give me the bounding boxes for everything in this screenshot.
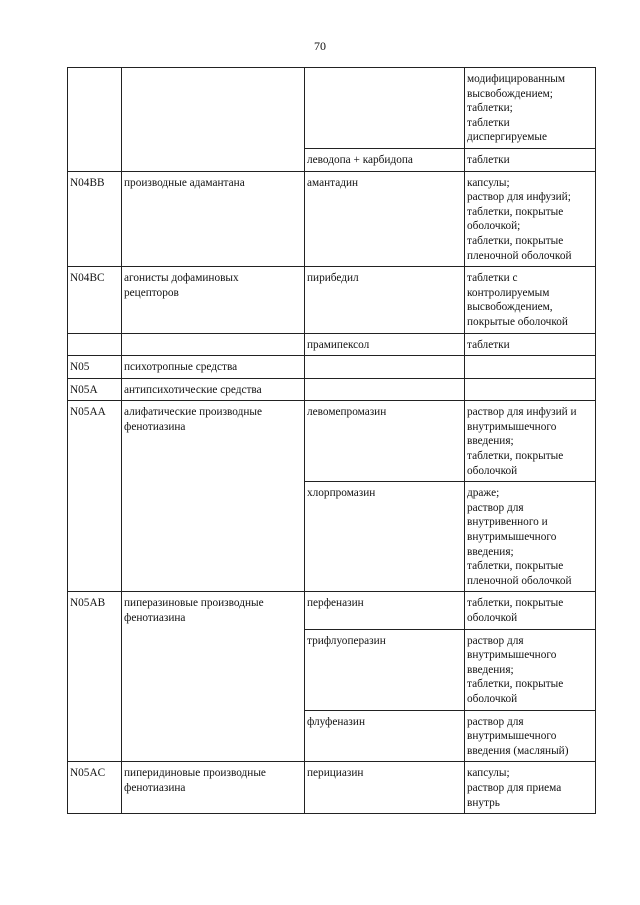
dosage-form-cell <box>465 762 596 814</box>
atc-code: N05AA <box>70 406 106 419</box>
table-row <box>68 378 596 401</box>
dosage-form-cell <box>465 710 596 762</box>
cell-line: оболочкой <box>467 692 518 705</box>
cell-line: левомепромазин <box>307 406 387 419</box>
dosage-form-cell <box>465 267 596 333</box>
group-name-cell <box>122 68 305 172</box>
cell-line: прамипексол <box>307 338 370 351</box>
cell-line: оболочкой <box>467 612 518 624</box>
table-row <box>68 68 596 149</box>
drug-table <box>67 67 596 814</box>
drug-name-cell <box>305 762 465 814</box>
drug-name-cell <box>305 148 465 171</box>
drug-name-cell <box>305 401 465 482</box>
cell-line: введения (масляный) <box>467 744 569 757</box>
cell-line: таблетки, покрытые <box>467 597 564 610</box>
table-row <box>68 171 596 267</box>
cell-line: раствор для <box>467 634 524 647</box>
table-row <box>68 401 596 482</box>
dosage-form-cell <box>465 333 596 356</box>
cell-line: высвобождением, <box>467 301 553 314</box>
cell-line: таблетки; <box>467 102 513 115</box>
cell-line: амантадин <box>307 176 359 189</box>
cell-line: таблетки <box>467 153 510 166</box>
group-name-cell <box>122 333 305 356</box>
table-row <box>68 267 596 333</box>
cell-line: внутримышечного <box>467 649 557 662</box>
cell-line: пиперидиновые производные <box>124 767 266 780</box>
dosage-form-cell <box>465 68 596 149</box>
dosage-form-cell <box>465 378 596 401</box>
drug-name-cell <box>305 68 465 149</box>
table-row <box>68 592 596 629</box>
cell-line: таблетки с <box>467 272 518 285</box>
cell-line: трифлуоперазин <box>307 634 386 647</box>
cell-line: пирибедил <box>307 272 359 285</box>
atc-code-cell <box>68 378 122 401</box>
group-name-cell <box>122 356 305 379</box>
cell-line: алифатические производные <box>124 406 263 419</box>
cell-line: антипсихотические средства <box>124 383 262 396</box>
cell-line: диспергируемые <box>467 131 547 144</box>
table-row <box>68 762 596 814</box>
cell-line: раствор для <box>467 501 524 514</box>
atc-code-cell <box>68 267 122 333</box>
group-name-cell <box>122 171 305 267</box>
cell-line: флуфеназин <box>307 715 365 728</box>
cell-line: раствор для <box>467 715 524 728</box>
cell-line: внутримышечного <box>467 730 557 743</box>
atc-code-cell <box>68 356 122 379</box>
cell-line: пленочной оболочкой <box>467 249 572 262</box>
cell-line: таблетки <box>467 338 510 351</box>
atc-code: N05 <box>70 361 90 374</box>
cell-line: леводопа + карбидопа <box>307 153 413 166</box>
dosage-form-cell <box>465 148 596 171</box>
atc-code: N05AB <box>70 597 106 610</box>
drug-name-cell <box>305 629 465 710</box>
cell-line: перфеназин <box>307 597 364 610</box>
cell-line: таблетки, покрытые <box>467 234 564 247</box>
dosage-form-cell <box>465 171 596 267</box>
atc-code-cell <box>68 401 122 592</box>
cell-line: хлорпромазин <box>307 487 376 500</box>
cell-line: введения; <box>467 663 514 676</box>
cell-line: агонисты дофаминовых <box>124 272 239 285</box>
cell-line: фенотиазина <box>124 420 186 433</box>
cell-line: оболочкой <box>467 464 518 477</box>
cell-line: введения; <box>467 545 514 558</box>
cell-line: фенотиазина <box>124 781 186 794</box>
cell-line: модифицированным <box>467 73 566 85</box>
drug-name-cell <box>305 333 465 356</box>
cell-line: таблетки, покрытые <box>467 560 564 573</box>
cell-line: психотропные средства <box>124 361 238 374</box>
cell-line: таблетки, покрытые <box>467 678 564 691</box>
cell-line: пиперазиновые производные <box>124 597 264 610</box>
group-name-cell <box>122 762 305 814</box>
cell-line: контролируемым <box>467 286 550 299</box>
dosage-form-cell <box>465 482 596 592</box>
cell-line: раствор для приема <box>467 781 562 794</box>
cell-line: раствор для инфузий и <box>467 406 577 419</box>
group-name-cell <box>122 401 305 592</box>
atc-code-cell <box>68 68 122 172</box>
cell-line: покрытые оболочкой <box>467 315 568 328</box>
table-row <box>68 356 596 379</box>
drug-name-cell <box>305 710 465 762</box>
group-name-cell <box>122 267 305 333</box>
dosage-form-cell <box>465 629 596 710</box>
table-body <box>68 68 596 814</box>
cell-line: таблетки <box>467 116 510 129</box>
atc-code-cell <box>68 333 122 356</box>
cell-line: внутримышечного <box>467 420 557 433</box>
drug-name-cell <box>305 378 465 401</box>
atc-code: N04BB <box>70 176 105 189</box>
atc-code: N04BC <box>70 272 105 285</box>
cell-line: внутримышечного <box>467 531 557 544</box>
cell-line: внутривенного и <box>467 516 548 529</box>
atc-code-cell <box>68 592 122 762</box>
drug-name-cell <box>305 592 465 629</box>
cell-line: капсулы; <box>467 767 510 780</box>
dosage-form-cell <box>465 592 596 629</box>
cell-line: высвобождением; <box>467 87 553 100</box>
cell-line: пленочной оболочкой <box>467 574 572 587</box>
atc-code-cell <box>68 762 122 814</box>
cell-line: рецепторов <box>124 286 179 299</box>
page-number: 70 <box>314 39 326 53</box>
cell-line: введения; <box>467 435 514 448</box>
table-row <box>68 333 596 356</box>
cell-line: капсулы; <box>467 176 510 189</box>
cell-line: таблетки, покрытые <box>467 205 564 218</box>
atc-code-cell <box>68 171 122 267</box>
atc-code: N05A <box>70 383 98 396</box>
drug-name-cell <box>305 482 465 592</box>
drug-name-cell <box>305 267 465 333</box>
cell-line: драже; <box>467 487 500 500</box>
group-name-cell <box>122 378 305 401</box>
cell-line: раствор для инфузий; <box>467 191 571 204</box>
cell-line: фенотиазина <box>124 612 186 624</box>
dosage-form-cell <box>465 356 596 379</box>
cell-line: таблетки, покрытые <box>467 450 564 463</box>
cell-line: производные адамантана <box>124 176 245 189</box>
cell-line: перициазин <box>307 767 364 780</box>
drug-name-cell <box>305 356 465 379</box>
group-name-cell <box>122 592 305 762</box>
drug-name-cell <box>305 171 465 267</box>
cell-line: внутрь <box>467 796 500 809</box>
atc-code: N05AC <box>70 767 106 780</box>
dosage-form-cell <box>465 401 596 482</box>
cell-line: оболочкой; <box>467 220 521 233</box>
